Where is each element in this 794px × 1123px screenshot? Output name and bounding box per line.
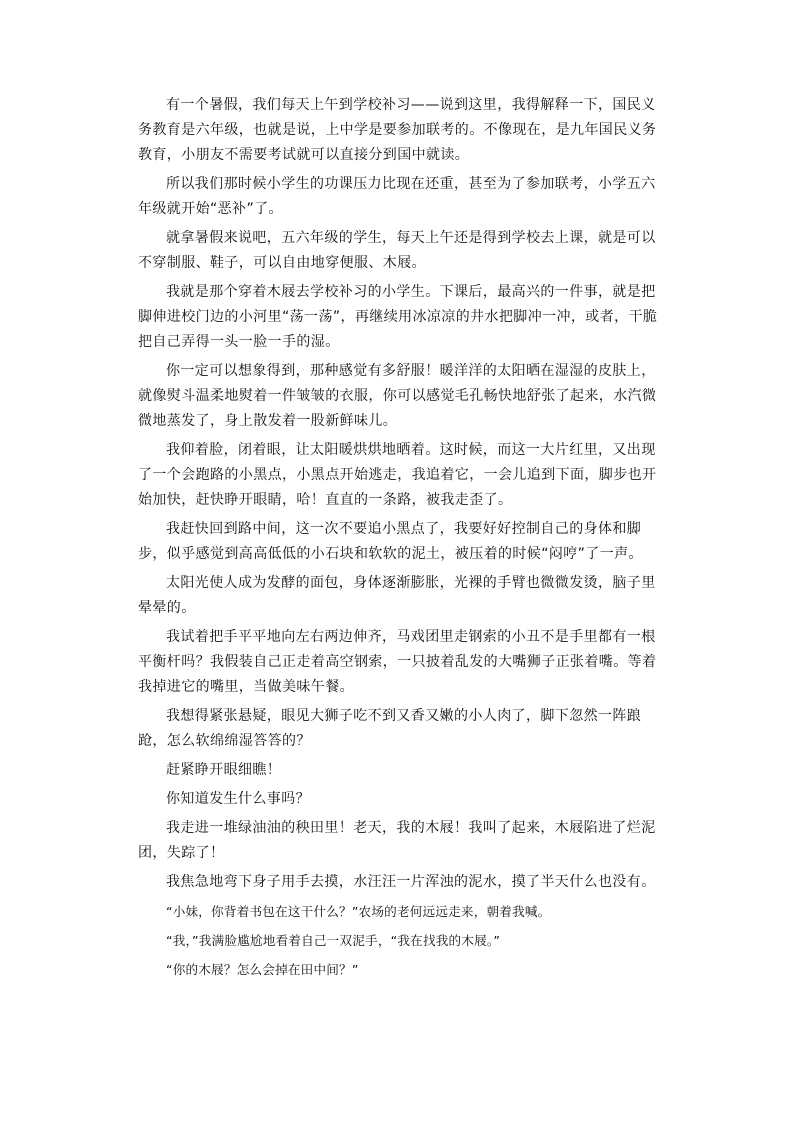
dialogue-paragraph: “小妹，你背着书包在这干什么？”农场的老何远远走来，朝着我喊。 xyxy=(166,904,551,919)
paragraph: 你知道发生什么事吗？ xyxy=(166,791,310,807)
dialogue-paragraph: “你的木屐？怎么会掉在田中间？” xyxy=(166,962,359,977)
paragraph: 我走进一堆绿油油的秧田里！老天，我的木屐！我叫了起来，木屐陷进了烂泥团，失踪了！ xyxy=(138,820,656,861)
paragraph: 就拿暑假来说吧，五六年级的学生，每天上午还是得到学校去上课，就是可以不穿制服、鞋子，可以自由地穿便服、木屐。 xyxy=(138,230,656,271)
paragraph: 我就是那个穿着木屐去学校补习的小学生。下课后，最高兴的一件事，就是把脚伸进校门边的小河里“荡一荡”，再继续用冰凉凉的井水把脚冲一冲，或者，干脆把自己弄得一头一脸一手的湿。 xyxy=(138,284,658,350)
paragraph: 有一个暑假，我们每天上午到学校补习——说到这里，我得解释一下，国民义务教育是六年级，也就是说，上中学是要参加联考的。不像现在，是九年国民义务教育，小朋友不需要考试就可以直接分到国中就读。 xyxy=(138,97,657,163)
paragraph: 我焦急地弯下身子用手去摸，水汪汪一片浑浊的泥水，摸了半天什么也没有。 xyxy=(166,874,656,890)
document-body xyxy=(138,93,668,986)
paragraph: 赶紧睁开眼细瞧！ xyxy=(166,762,282,778)
paragraph: 我试着把手平平地向左右两边伸齐，马戏团里走钢索的小丑不是手里都有一根平衡杆吗？我假装自己正走着高空钢索，一只披着乱发的大嘴狮子正张着嘴。等着我掉进它的嘴里，当做美味午餐。 xyxy=(138,629,657,695)
paragraph: 我仰着脸，闭着眼，让太阳暖烘烘地晒着。这时候，而这一大片红里，又出现了一个会跑路的小黑点，小黑点开始逃走，我追着它，一会儿追到下面，脚步也开始加快，赶快睁开眼睛，哈！直直的一条路，被我走歪了。 xyxy=(138,442,657,508)
paragraph: 我想得紧张悬疑，眼见大狮子吃不到又香又嫩的小人肉了，脚下忽然一阵踉跄，怎么软绵绵湿答答的？ xyxy=(138,708,642,749)
paragraph: 所以我们那时候小学生的功课压力比现在还重，甚至为了参加联考，小学五六年级就开始“恶补”了。 xyxy=(138,176,656,217)
paragraph: 你一定可以想象得到，那种感觉有多舒服！暖洋洋的太阳晒在湿湿的皮肤上，就像熨斗温柔地熨着一件皱皱的衣服，你可以感觉毛孔畅快地舒张了起来，水汽微微地蒸发了，身上散发着一股新鲜味儿。 xyxy=(138,363,657,429)
paragraph: 太阳光使人成为发酵的面包，身体逐渐膨胀，光裸的手臂也微微发烫，脑子里晕晕的。 xyxy=(138,575,656,616)
dialogue-paragraph: “我，”我满脸尴尬地看着自己一双泥手，“我在找我的木屐。” xyxy=(166,933,501,948)
paragraph: 我赶快回到路中间，这一次不要追小黑点了，我要好好控制自己的身体和脚步，似乎感觉到高高低低的小石块和软软的泥土，被压着的时候“闷哼”了一声。 xyxy=(138,521,643,562)
